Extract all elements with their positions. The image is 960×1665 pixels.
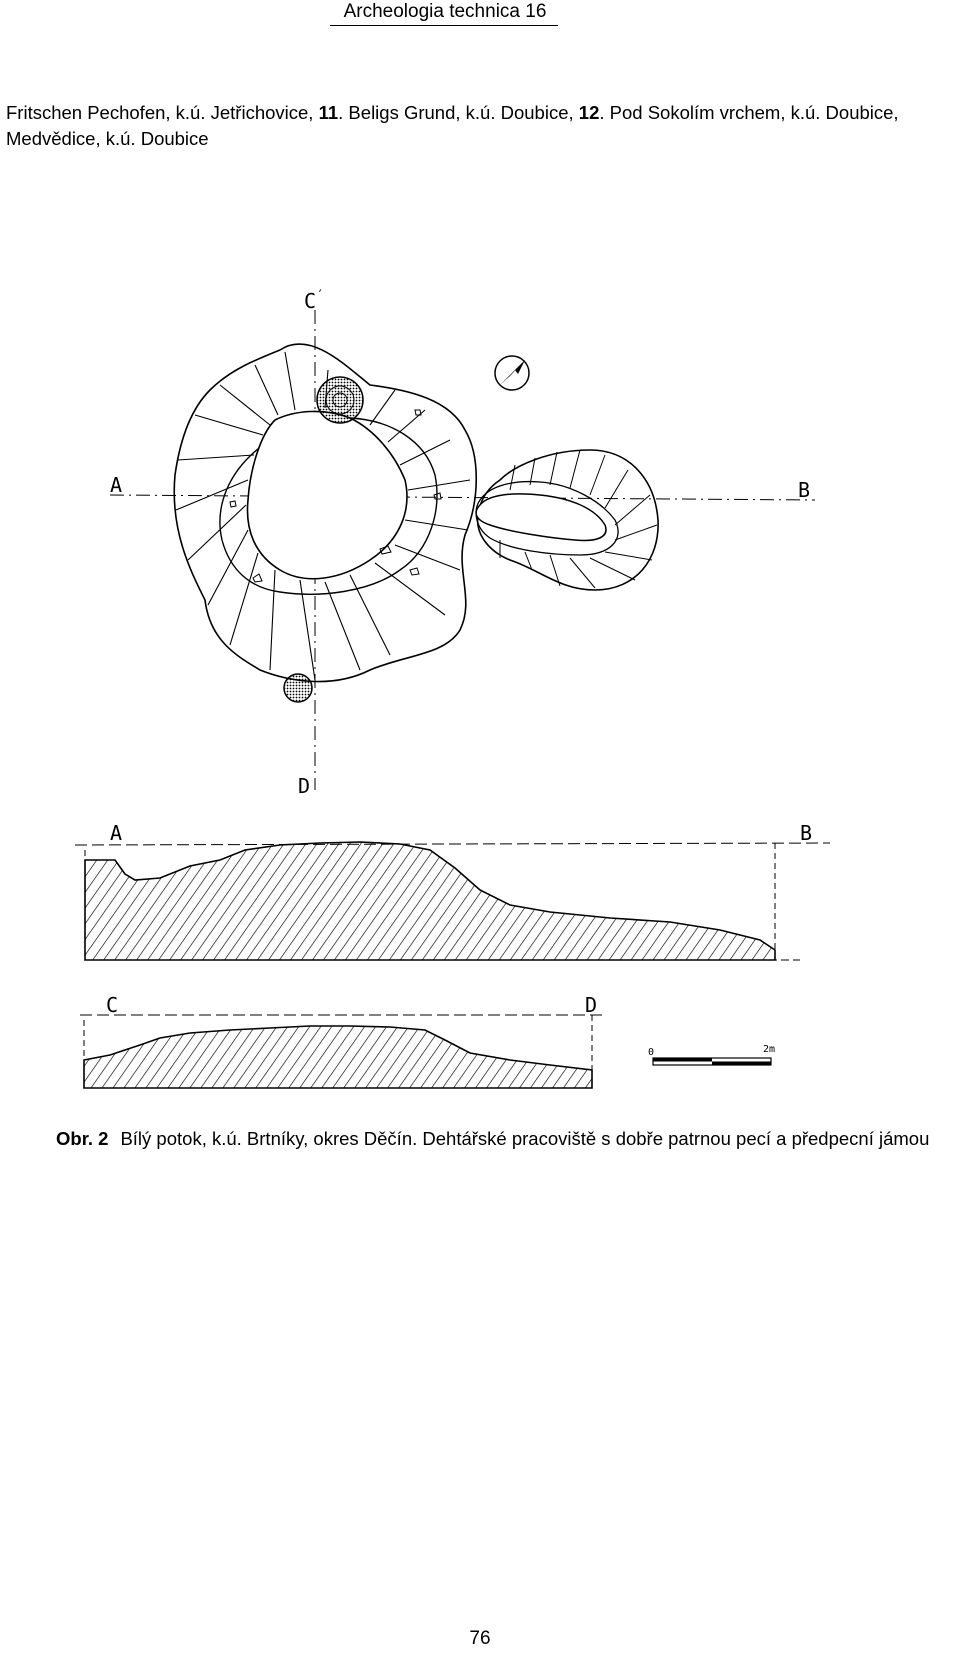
scale-zero: 0 (648, 1047, 655, 1058)
caption-text: Bílý potok, k.ú. Brtníky, okres Děčín. Dehtářské pracoviště s dobře patrnou pecí a předpecní jámou (120, 1128, 930, 1149)
plan-label-c-prime: ′ (316, 288, 325, 304)
running-title: Archeologia technica 16 (343, 1, 547, 22)
plan-label-c: C (304, 289, 317, 313)
section-ab-label-a: A (110, 821, 123, 845)
scale-bar (648, 1044, 775, 1065)
caption-label: Obr. (56, 1128, 94, 1149)
intro-number-11: 11 (318, 102, 339, 123)
section-cd-profile (84, 1026, 592, 1088)
intro-text-2: . Beligs Grund, k.ú. Doubice, (338, 102, 579, 123)
plan-view (110, 288, 815, 798)
header-rule (330, 25, 558, 26)
scale-end: 2m (763, 1044, 776, 1055)
plan-label-b: B (798, 478, 811, 502)
boulder-top (317, 377, 363, 423)
figure-2 (70, 270, 830, 1115)
section-ab (75, 821, 830, 960)
boulder-bottom (284, 674, 312, 702)
section-cd-label-d: D (585, 993, 598, 1017)
axis-ab (110, 495, 815, 500)
intro-paragraph (6, 100, 946, 152)
page-number: 76 (469, 1628, 491, 1649)
section-cd (80, 993, 605, 1088)
figure-caption (56, 1126, 936, 1152)
caption-number: 2 (98, 1128, 109, 1149)
north-arrow-icon (495, 356, 529, 390)
intro-text-1: Fritschen Pechofen, k.ú. Jetřichovice, (6, 102, 319, 123)
section-ab-label-b: B (800, 821, 813, 845)
intro-number-12: 12 (578, 102, 600, 123)
intro-text-3: . Pod Sokolím vrchem, k.ú. Doubice, Medvědice, k.ú. Doubice (6, 102, 899, 149)
plan-label-a: A (110, 473, 123, 497)
section-cd-label-c: C (106, 993, 119, 1017)
plan-label-d: D (298, 774, 311, 798)
fore-pit-basin (476, 494, 606, 541)
figure-drawing (70, 270, 830, 1115)
section-ab-profile (85, 842, 775, 960)
